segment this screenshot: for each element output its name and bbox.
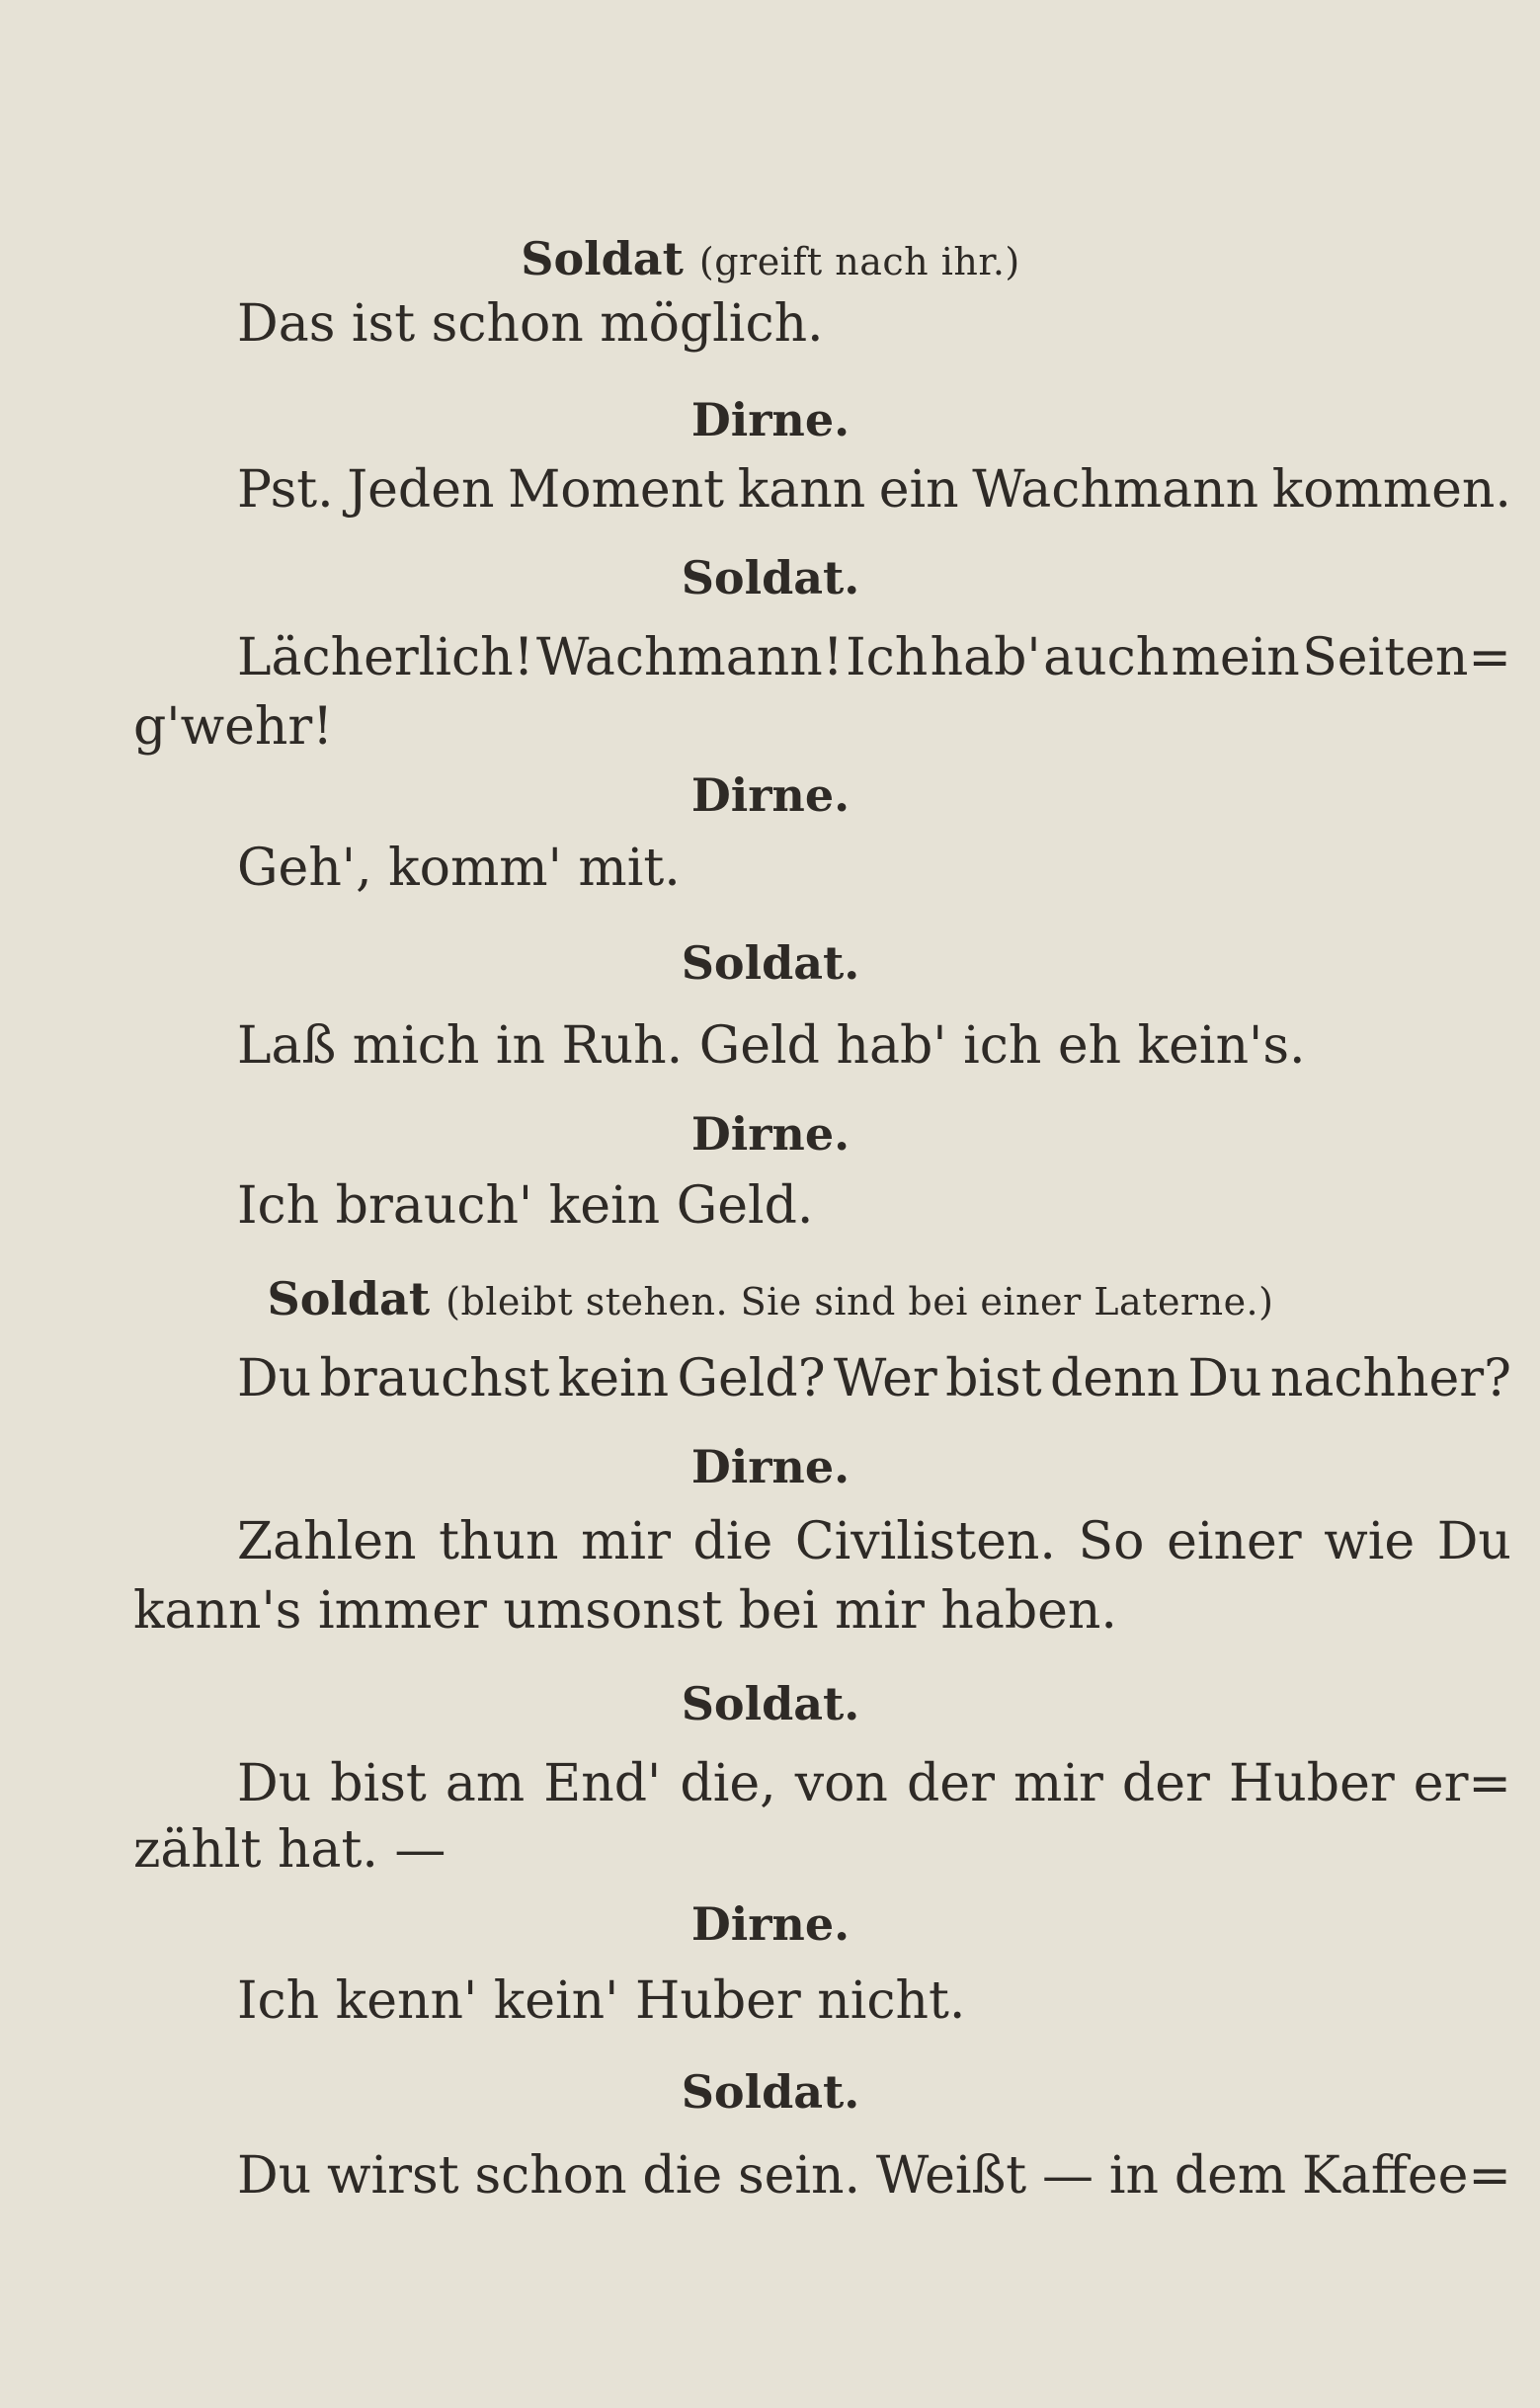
- word: Weißt: [875, 2146, 1027, 2206]
- speaker-heading: Dirne.: [690, 768, 851, 822]
- word: Zahlen: [237, 1512, 417, 1571]
- word: End': [543, 1754, 662, 1813]
- word: Ich: [846, 628, 929, 687]
- speaker-name: Soldat: [267, 1272, 431, 1325]
- word: —: [1042, 2146, 1094, 2206]
- word: dem: [1174, 2146, 1287, 2206]
- speaker-heading: Dirne.: [690, 393, 851, 446]
- word: Du: [237, 1349, 312, 1408]
- word: Kaffee=: [1302, 2146, 1511, 2206]
- dialogue-line: Das ist schon möglich.: [237, 294, 824, 354]
- word: denn: [1049, 1349, 1179, 1408]
- word: mir: [581, 1512, 671, 1571]
- word: Jeden: [347, 460, 495, 520]
- dialogue-line: [133, 1511, 1511, 1572]
- word: mein: [1171, 628, 1300, 687]
- word: sein.: [737, 2146, 861, 2206]
- word: Wer: [833, 1349, 937, 1408]
- dialogue-line: [133, 2145, 1511, 2207]
- word: Geld?: [677, 1349, 826, 1408]
- speaker-heading: Soldat.: [681, 551, 860, 604]
- speaker-heading: Soldat.: [681, 936, 860, 990]
- word: am: [445, 1754, 526, 1813]
- word: brauchst: [319, 1349, 550, 1408]
- dialogue-line: kann's immer umsonst bei mir haben.: [133, 1581, 1117, 1641]
- word: Du: [1436, 1512, 1511, 1571]
- word: Wachmann: [972, 460, 1259, 520]
- dialogue-line: Ich kenn' kein' Huber nicht.: [237, 1971, 966, 2031]
- dialogue-line: Laß mich in Ruh. Geld hab' ich eh kein's.: [237, 1016, 1306, 1076]
- word: der: [907, 1754, 995, 1813]
- dialogue-line: Geh', komm' mit.: [237, 839, 681, 898]
- word: die: [642, 2146, 723, 2206]
- stage-direction: (greift nach ihr.): [698, 240, 1020, 283]
- word: Lächerlich!: [237, 628, 534, 687]
- word: einer: [1167, 1512, 1302, 1571]
- word: Wachmann!: [535, 628, 844, 687]
- dialogue-line: [133, 627, 1511, 688]
- word: Du: [1187, 1349, 1262, 1408]
- speaker-heading: Soldat.: [681, 2065, 860, 2119]
- word: So: [1078, 1512, 1145, 1571]
- word: bist: [330, 1754, 427, 1813]
- dialogue-line: g'wehr!: [133, 697, 334, 757]
- speaker-heading: [128, 229, 1413, 291]
- speaker-heading: [128, 1269, 1413, 1331]
- word: kommen.: [1271, 460, 1511, 520]
- word: wirst: [327, 2146, 459, 2206]
- word: von: [794, 1754, 888, 1813]
- word: kein: [557, 1349, 670, 1408]
- speaker-heading: Dirne.: [690, 1897, 851, 1951]
- dialogue-line: [133, 1753, 1511, 1814]
- word: thun: [439, 1512, 559, 1571]
- word: Moment: [508, 460, 725, 520]
- word: mir: [1013, 1754, 1103, 1813]
- speaker-name: Soldat: [521, 232, 684, 285]
- speaker-heading: Dirne.: [690, 1107, 851, 1161]
- word: Du: [237, 2146, 312, 2206]
- dialogue-line: Ich brauch' kein Geld.: [237, 1176, 814, 1236]
- word: die: [692, 1512, 773, 1571]
- word: hab': [930, 628, 1041, 687]
- dialogue-line: [133, 459, 1511, 521]
- word: Seiten=: [1302, 628, 1511, 687]
- word: der: [1121, 1754, 1210, 1813]
- word: er=: [1413, 1754, 1511, 1813]
- word: wie: [1324, 1512, 1416, 1571]
- word: schon: [474, 2146, 627, 2206]
- word: nachher?: [1269, 1349, 1511, 1408]
- word: ein: [878, 460, 959, 520]
- word: kann: [737, 460, 866, 520]
- word: Pst.: [237, 460, 334, 520]
- word: Huber: [1228, 1754, 1395, 1813]
- word: Du: [237, 1754, 312, 1813]
- word: bist: [945, 1349, 1042, 1408]
- stage-direction: (bleibt stehen. Sie sind bei einer Laterne.): [446, 1280, 1274, 1324]
- word: Civilisten.: [794, 1512, 1056, 1571]
- dialogue-line: zählt hat. —: [133, 1820, 446, 1880]
- speaker-heading: Soldat.: [681, 1677, 860, 1730]
- speaker-heading: Dirne.: [690, 1440, 851, 1493]
- dialogue-line: [133, 1348, 1511, 1409]
- word: die,: [680, 1754, 776, 1813]
- word: in: [1108, 2146, 1159, 2206]
- word: auch: [1043, 628, 1170, 687]
